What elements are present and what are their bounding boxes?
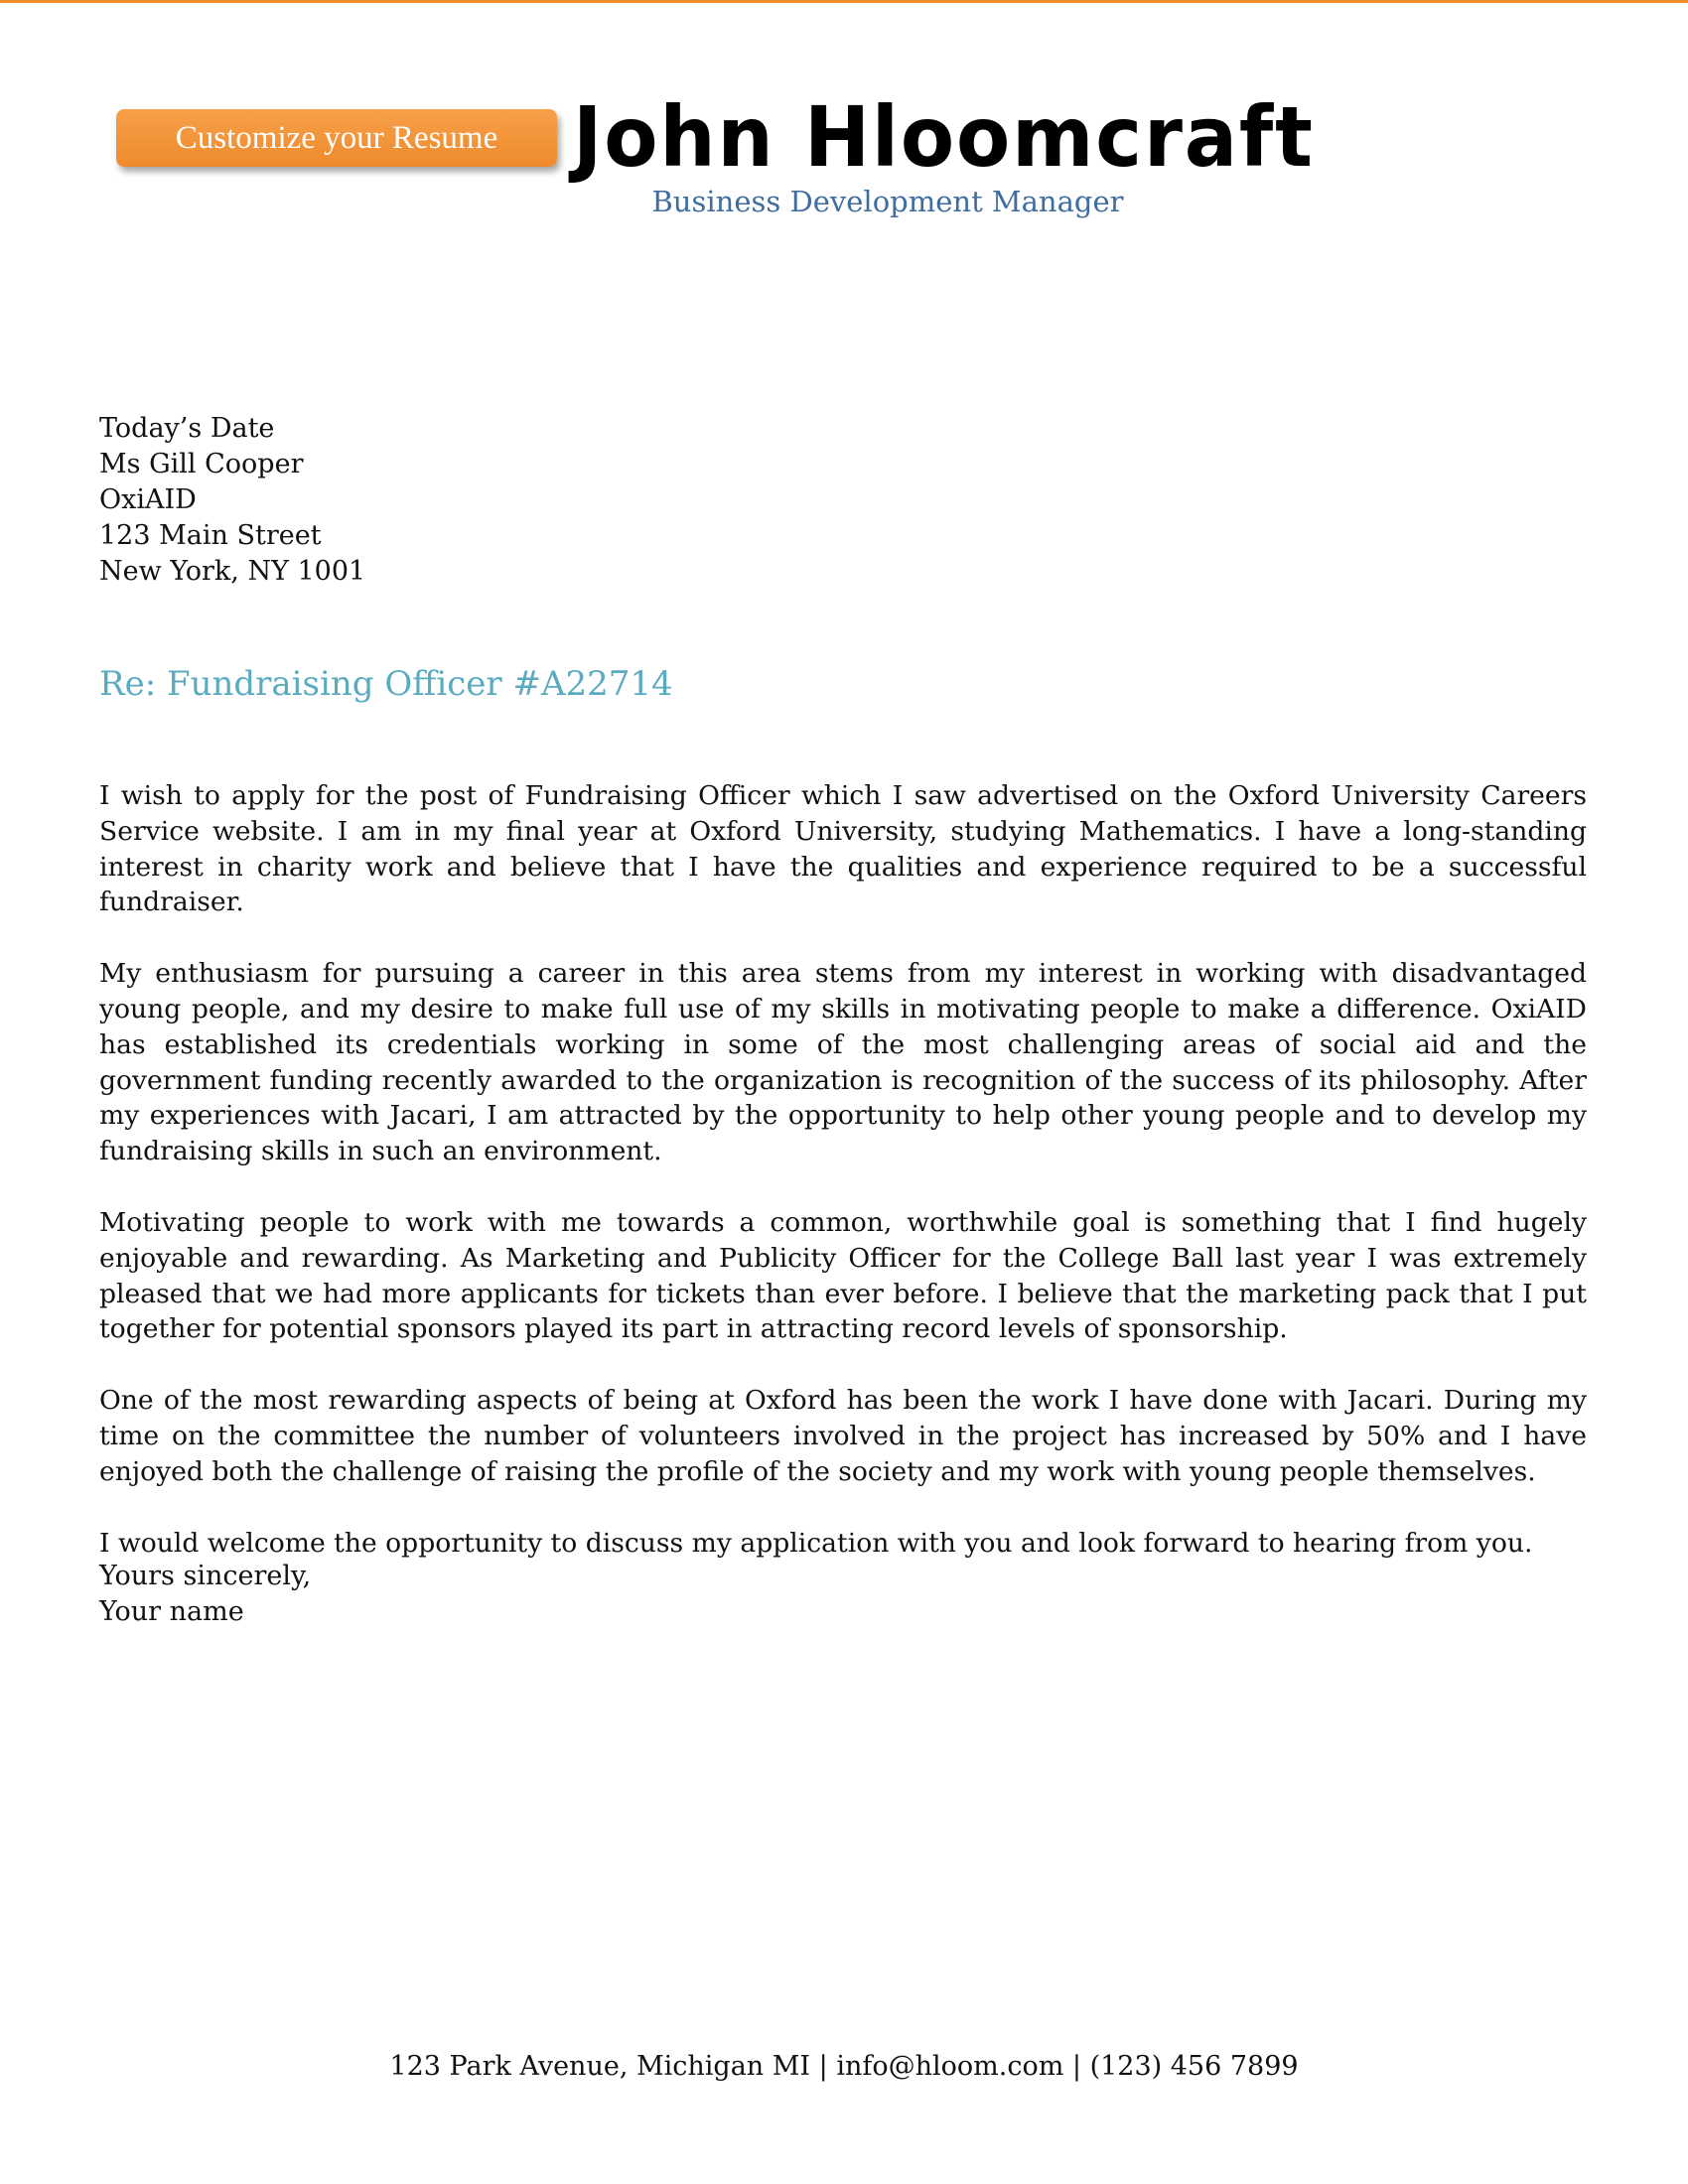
body-paragraph: I would welcome the opportunity to discuss my application with you and look forward to hearing from you. xyxy=(99,1527,1533,1559)
body-paragraph: One of the most rewarding aspects of being at Oxford has been the work I have done with Jacari. During my time on the committee the number of volunteers involved in the project has increased by 50% and I have enjoyed both the challenge of raising the profile of the society and my work with young people themselves. xyxy=(99,1385,1587,1487)
recipient-company: OxiAID xyxy=(99,484,197,515)
recipient-city: New York, NY 1001 xyxy=(99,556,366,587)
applicant-name: John Hloomcraft xyxy=(573,88,1315,186)
letter-closing xyxy=(99,1559,311,1630)
body-paragraph: My enthusiasm for pursuing a career in this area stems from my interest in working with disadvantaged young people, and my desire to make full use of my skills in motivating people to make a difference. OxiAID has established its credentials working in some of the most challenging areas of social aid and the government funding recently awarded to the organization is recognition of the success of its philosophy. After my experiences with Jacari, I am attracted by the opportunity to help other young people and to develop my fundraising skills in such an environment. xyxy=(99,958,1587,1167)
letter-subject: Re: Fundraising Officer #A22714 xyxy=(99,664,673,704)
signature-name: Your name xyxy=(99,1596,244,1627)
applicant-job-title: Business Development Manager xyxy=(651,185,1124,218)
letter-date: Today’s Date xyxy=(99,413,275,444)
top-accent-rule xyxy=(0,0,1688,3)
letter-body xyxy=(99,778,1587,1596)
body-paragraph: Motivating people to work with me towards a common, worthwhile goal is something that I find hugely enjoyable and rewarding. As Marketing and Publicity Officer for the College Ball last year I was extremely pleased that we had more applicants for tickets than ever before. I believe that the marketing pack that I put together for potential sponsors played its part in attracting record levels of sponsorship. xyxy=(99,1206,1587,1345)
recipient-street: 123 Main Street xyxy=(99,520,322,551)
recipient-name: Ms Gill Cooper xyxy=(99,449,304,479)
body-paragraph: I wish to apply for the post of Fundraising Officer which I saw advertised on the Oxford University Careers Service website. I am in my final year at Oxford University, studying Mathematics. I have a long-standing interest in charity work and believe that I have the qualities and experience required to be a successful fundraiser. xyxy=(99,780,1587,918)
recipient-address-block xyxy=(99,411,365,590)
footer-contact-line: 123 Park Avenue, Michigan MI | info@hloom.com | (123) 456 7899 xyxy=(389,2051,1299,2082)
closing-salutation: Yours sincerely, xyxy=(99,1561,312,1591)
customize-resume-button[interactable]: Customize your Resume xyxy=(116,109,557,167)
